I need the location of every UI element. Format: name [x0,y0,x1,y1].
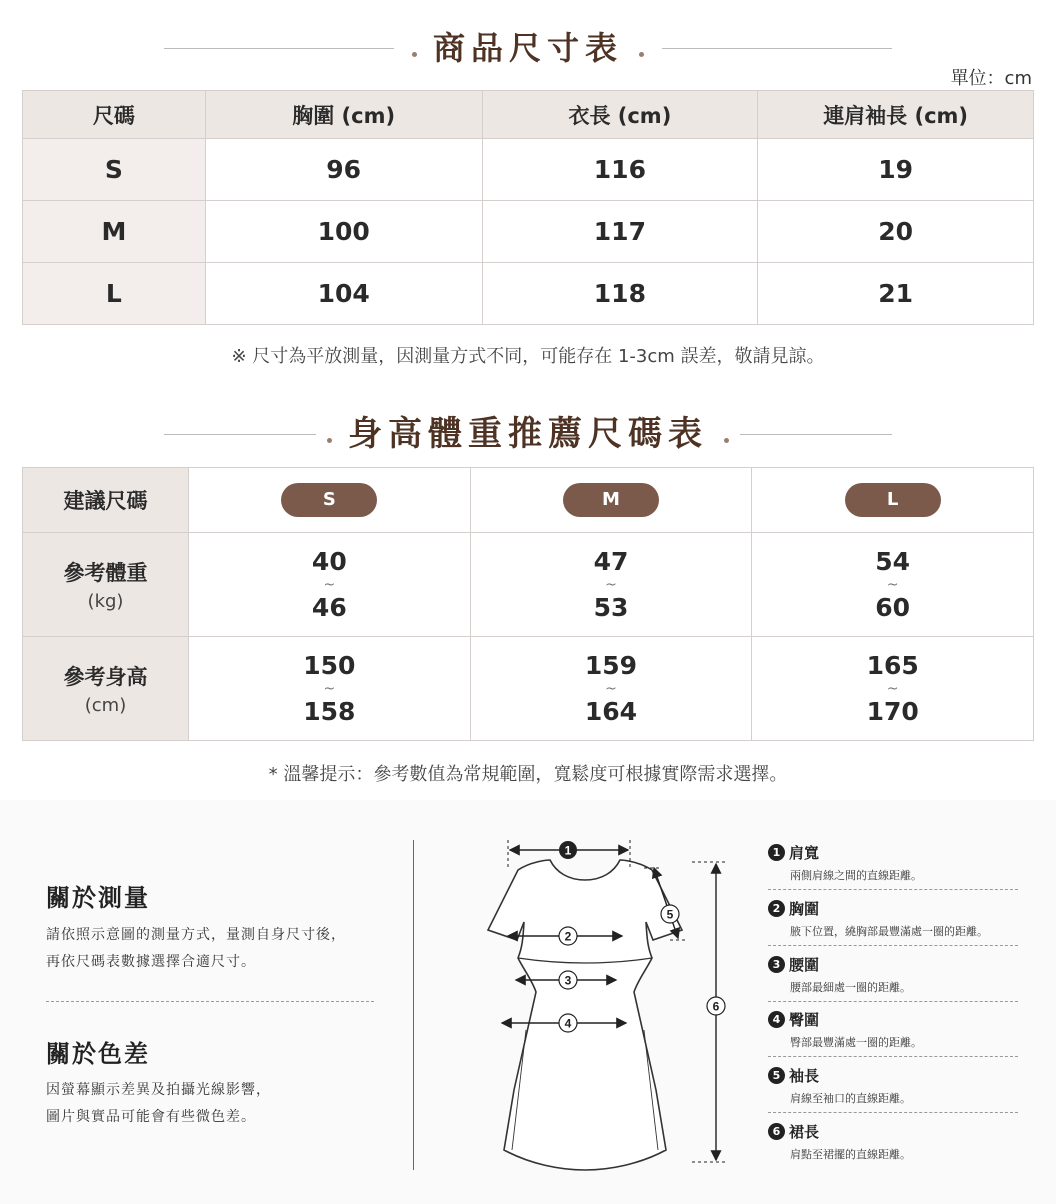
value-cell: 19 [758,139,1034,201]
value-cell: 117 [482,201,758,263]
number-badge: 1 [768,844,785,861]
height-unit: (cm) [84,695,127,716]
vertical-divider [413,840,414,1170]
legend-divider [768,1112,1018,1113]
measure-desc: 腰部最細處一圈的距離。 [790,981,911,994]
legend-divider [768,889,1018,890]
color-text [46,1077,271,1131]
size-cell: S [23,139,206,201]
number-badge: 5 [768,1067,785,1084]
color-line: 圖片與實品可能會有些微色差。 [46,1109,256,1125]
range-tilde: ~ [323,680,336,697]
measure-desc: 臀部最豐滿處一圈的距離。 [790,1036,922,1049]
measure-name: 胸圍 [789,900,820,918]
measure-item [768,1121,1018,1162]
title-rule-right [662,48,892,49]
measure-item [768,898,1018,939]
size-badge: L [845,483,941,517]
title-dot [639,52,644,57]
recommend-table-title: 身高體重推薦尺碼表 [338,412,718,456]
range-tilde: ~ [605,680,617,697]
marker-3 [559,971,577,989]
size-cell [189,468,471,533]
height-label: 參考身高 [63,665,148,689]
height-label-cell [23,637,189,741]
size-note: ※ 尺寸為平放測量，因測量方式不同，可能存在 1-3cm 誤差，敬請見諒。 [231,346,825,367]
measure-name: 臀圍 [789,1011,820,1029]
size-table-title: 商品尺寸表 [423,28,633,68]
table-row [23,468,1034,533]
range-tilde: ~ [323,576,336,593]
weight-unit: (kg) [87,591,124,612]
recommend-table [22,467,1034,741]
weight-range-cell [470,533,752,637]
value-cell: 104 [205,263,482,325]
color-heading: 關於色差 [46,1040,150,1068]
size-label-cell [23,468,189,533]
legend-divider [768,1001,1018,1002]
weight-label-cell [23,533,189,637]
range-min: 47 [593,546,629,576]
size-table-heading [0,28,1056,68]
range-min: 40 [311,546,347,576]
value-cell: 118 [482,263,758,325]
table-header-row [23,91,1034,139]
height-range-cell [189,637,471,741]
range-tilde: ~ [886,576,899,593]
range-max: 164 [584,696,638,726]
svg-text:6: 6 [712,999,720,1014]
size-cell: M [23,201,206,263]
size-cell [752,468,1034,533]
value-cell: 100 [205,201,482,263]
size-cell: L [23,263,206,325]
measure-item [768,1065,1018,1106]
svg-text:1: 1 [564,843,572,858]
header-cell: 尺碼 [23,91,206,139]
recommend-table-heading [0,412,1056,456]
measure-desc: 肩點至裙擺的直線距離。 [790,1148,911,1161]
title-rule-left [164,434,316,435]
measure-item [768,1009,1018,1050]
recommend-note: * 溫馨提示：參考數值為常規範圍，寬鬆度可根據實際需求選擇。 [268,764,788,785]
weight-label: 參考體重 [63,561,148,585]
size-badge: S [281,483,377,517]
measure-text [46,922,346,976]
measure-name: 腰圍 [789,956,820,974]
number-badge: 6 [768,1123,785,1140]
range-max: 53 [593,592,629,622]
measure-line: 請依照示意圖的測量方式，量測自身尺寸後， [46,927,346,943]
dress-outline [488,860,682,1170]
range-tilde: ~ [886,680,899,697]
measure-line: 再依尺碼表數據選擇合適尺寸。 [46,954,256,970]
marker-6 [707,997,725,1015]
weight-range-cell [189,533,471,637]
color-line: 因螢幕顯示差異及拍攝光線影響， [46,1082,271,1098]
measure-name: 裙長 [789,1123,820,1141]
title-rule-right [740,434,892,435]
size-label: 建議尺碼 [63,489,148,513]
range-max: 60 [875,592,911,622]
measure-name: 肩寬 [789,844,820,862]
size-table [22,90,1034,325]
svg-text:3: 3 [564,973,572,988]
table-row [23,139,1034,201]
size-cell [470,468,752,533]
table-row [23,201,1034,263]
number-badge: 3 [768,956,785,973]
measure-name: 袖長 [789,1067,820,1085]
value-cell: 116 [482,139,758,201]
measure-item [768,842,1018,883]
title-dot [412,52,417,57]
svg-text:4: 4 [564,1016,572,1031]
range-max: 158 [303,696,356,726]
number-badge: 4 [768,1011,785,1028]
height-range-cell [752,637,1034,741]
header-cell: 胸圍 (cm) [205,91,482,139]
measure-item [768,954,1018,995]
range-min: 165 [866,650,919,680]
marker-2 [559,927,577,945]
legend-divider [768,1056,1018,1057]
measure-desc: 肩線至袖口的直線距離。 [790,1092,911,1105]
header-cell: 連肩袖長 (cm) [758,91,1034,139]
table-row [23,637,1034,741]
info-divider [46,1001,374,1002]
marker-4 [559,1014,577,1032]
range-min: 150 [303,650,356,680]
range-min: 159 [584,650,638,680]
marker-5 [661,905,679,923]
svg-text:5: 5 [666,907,674,922]
title-dot [327,438,332,443]
height-range-cell [470,637,752,741]
weight-range-cell [752,533,1034,637]
title-dot [724,438,729,443]
legend-divider [768,945,1018,946]
range-max: 170 [866,696,919,726]
unit-label: 單位：cm [950,68,1032,89]
measure-desc: 兩側肩線之間的直線距離。 [790,869,922,882]
measure-heading: 關於測量 [46,884,150,912]
title-rule-left [164,48,394,49]
value-cell: 21 [758,263,1034,325]
size-badge: M [563,483,659,517]
value-cell: 96 [205,139,482,201]
range-tilde: ~ [605,576,617,593]
measure-desc: 腋下位置，繞胸部最豐滿處一圈的距離。 [790,925,988,938]
svg-text:2: 2 [564,929,572,944]
table-row [23,263,1034,325]
number-badge: 2 [768,900,785,917]
marker-1 [559,841,577,859]
dress-measurement-diagram [460,830,750,1180]
range-max: 46 [311,592,347,622]
table-row [23,533,1034,637]
range-min: 54 [875,546,911,576]
header-cell: 衣長 (cm) [482,91,758,139]
value-cell: 20 [758,201,1034,263]
